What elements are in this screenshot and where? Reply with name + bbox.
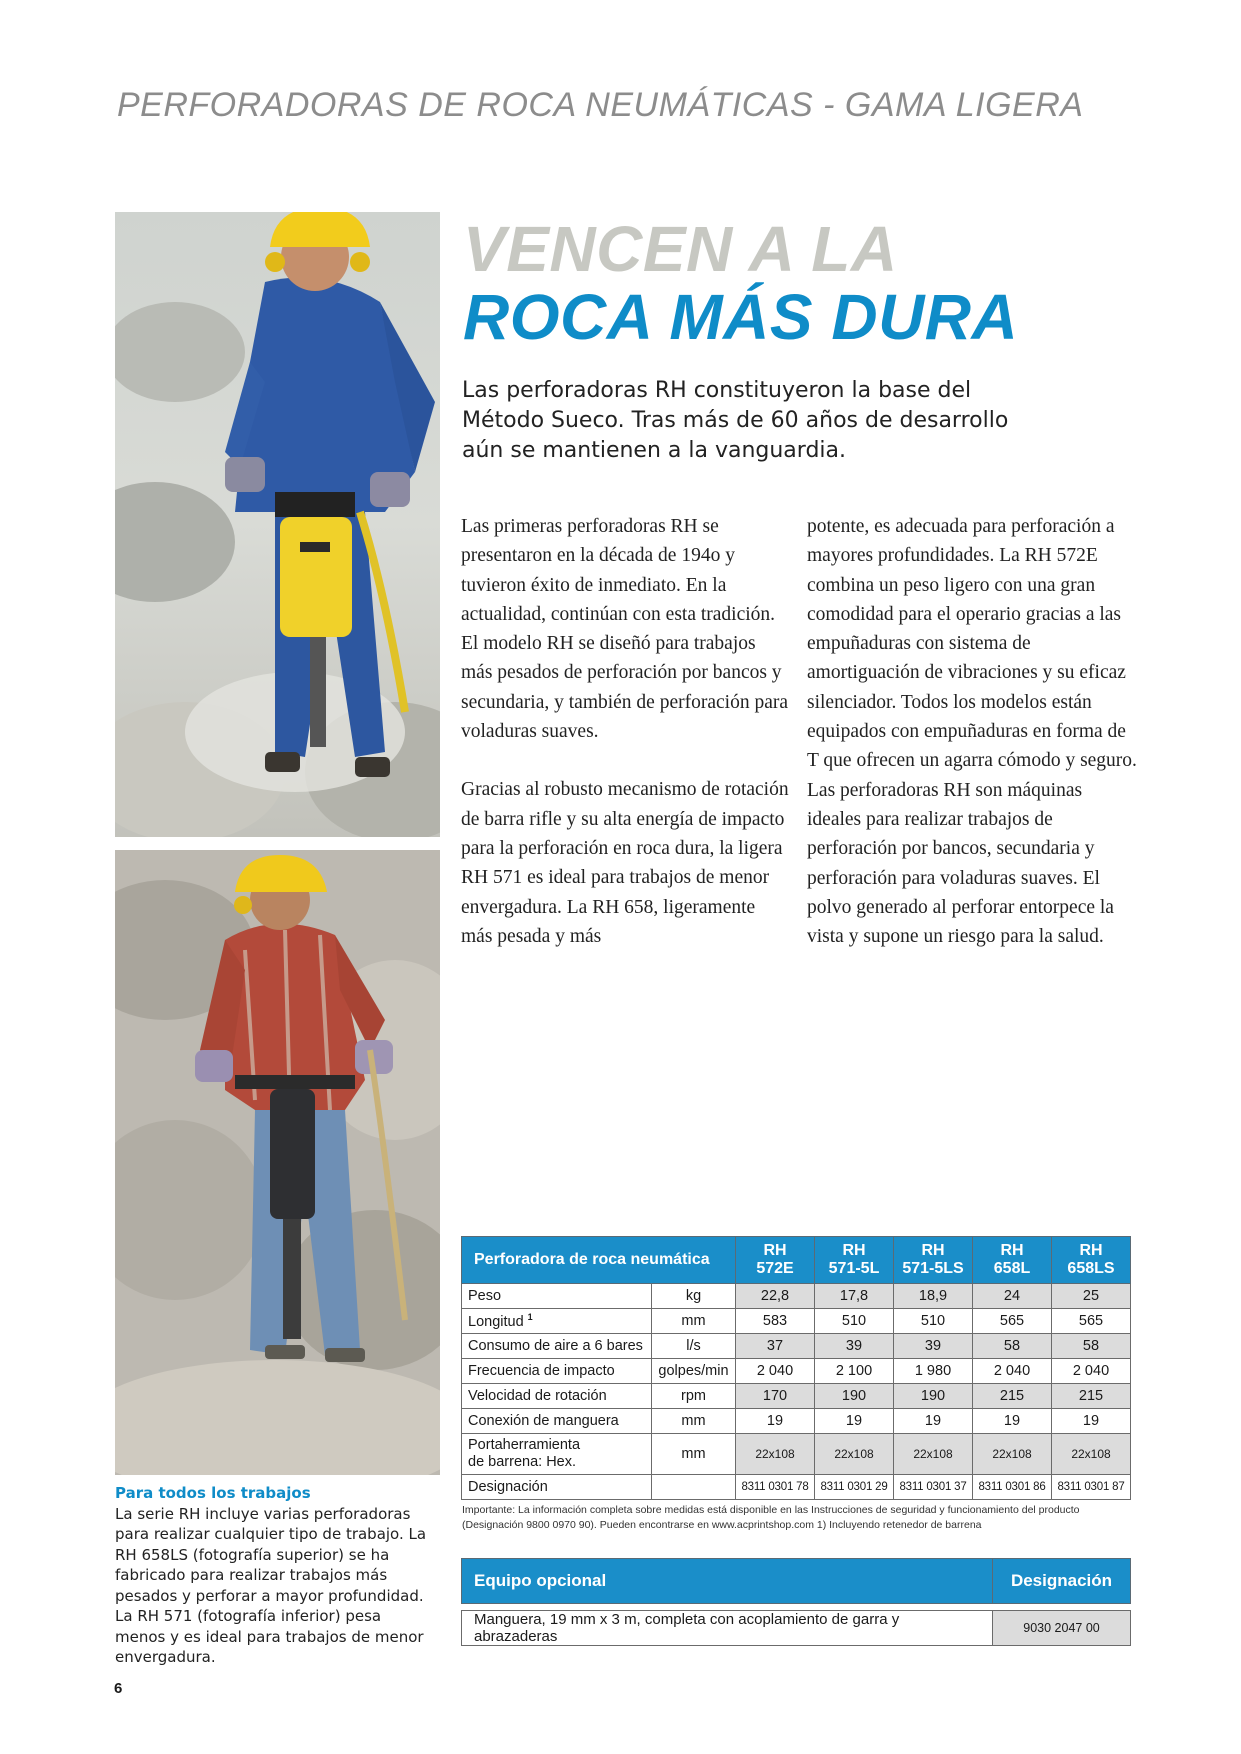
row-label: Designación (462, 1475, 652, 1500)
model-header: RH 571-5L (815, 1237, 894, 1284)
specs-header-row (462, 1237, 1131, 1284)
cell-value: 510 (894, 1309, 973, 1334)
cell-value: 8311 0301 29 (815, 1475, 894, 1500)
cell-value: 190 (894, 1384, 973, 1409)
cell-value: 565 (973, 1309, 1052, 1334)
table-row (462, 1284, 1131, 1309)
row-label: Frecuencia de impacto (462, 1359, 652, 1384)
lead-paragraph: Las perforadoras RH constituyeron la base del Método Sueco. Tras más de 60 años de desarrollo aún se mantienen a la vanguardia. (462, 378, 1009, 463)
cell-value: 190 (815, 1384, 894, 1409)
cell-value: 22x108 (973, 1434, 1052, 1475)
table-row (462, 1384, 1131, 1409)
body-column-1 (461, 512, 791, 980)
cell-value: 583 (736, 1309, 815, 1334)
cell-value: 170 (736, 1384, 815, 1409)
cell-value: 8311 0301 78 (736, 1475, 815, 1500)
worker-photo-bottom (115, 850, 440, 1475)
cell-value: 19 (1052, 1409, 1131, 1434)
cell-value: 58 (973, 1334, 1052, 1359)
body-paragraph: Las primeras perforadoras RH se presentaron en la década de 194o y tuvieron éxito de inmediato. En la actualidad, continúan con esta tradición. El modelo RH se diseñó para trabajos más pesados de perforación por bancos y secundaria, y también de perforación para voladuras suaves. (461, 516, 789, 743)
cell-value: 19 (894, 1409, 973, 1434)
cell-value: 58 (1052, 1334, 1131, 1359)
cell-value: 215 (1052, 1384, 1131, 1409)
cell-value: 18,9 (894, 1284, 973, 1309)
optional-header-row (462, 1559, 1131, 1604)
cell-value: 2 100 (815, 1359, 894, 1384)
cell-value: 565 (1052, 1309, 1131, 1334)
row-unit: rpm (651, 1384, 735, 1409)
model-header: RH 658L (973, 1237, 1052, 1284)
optional-code: 9030 2047 00 (993, 1611, 1131, 1646)
page-header: PERFORADORAS DE ROCA NEUMÁTICAS - GAMA LIGERA (117, 86, 1084, 124)
cell-value: 22,8 (736, 1284, 815, 1309)
headline-line-2: ROCA MÁS DURA (463, 281, 1019, 353)
table-footnote: Importante: La información completa sobre medidas está disponible en las Instrucciones de seguridad y funcionamiento del producto (Designación 9800 0970 90). Pueden encontrarse en www.acprintshop.com 1) Incluyendo retenedor de barrena (462, 1504, 1080, 1531)
row-unit: l/s (651, 1334, 735, 1359)
table-row (462, 1334, 1131, 1359)
row-unit: mm (651, 1434, 735, 1475)
cell-value: 2 040 (1052, 1359, 1131, 1384)
cell-value: 1 980 (894, 1359, 973, 1384)
cell-value: 22x108 (815, 1434, 894, 1475)
cell-value: 39 (815, 1334, 894, 1359)
optional-title: Equipo opcional (462, 1559, 993, 1604)
optional-equipment-table (461, 1558, 1131, 1646)
row-label: Consumo de aire a 6 bares (462, 1334, 652, 1359)
row-label: Velocidad de rotación (462, 1384, 652, 1409)
cell-value: 22x108 (1052, 1434, 1131, 1475)
cell-value: 2 040 (736, 1359, 815, 1384)
cell-value: 510 (815, 1309, 894, 1334)
cell-value: 37 (736, 1334, 815, 1359)
optional-item: Manguera, 19 mm x 3 m, completa con acoplamiento de garra y abrazaderas (462, 1611, 993, 1646)
cell-value: 19 (973, 1409, 1052, 1434)
table-row (462, 1611, 1131, 1646)
specs-table (461, 1236, 1131, 1500)
specs-title: Perforadora de roca neumática (462, 1237, 736, 1284)
cell-value: 39 (894, 1334, 973, 1359)
row-unit: mm (651, 1409, 735, 1434)
table-row (462, 1309, 1131, 1334)
cell-value: 2 040 (973, 1359, 1052, 1384)
cell-value: 215 (973, 1384, 1052, 1409)
spacer-row (462, 1604, 1131, 1611)
optional-code-header: Designación (993, 1559, 1131, 1604)
photo-caption (115, 1483, 435, 1668)
row-label: Longitud $^1$ (462, 1309, 652, 1334)
cell-value: 22x108 (736, 1434, 815, 1475)
table-row (462, 1409, 1131, 1434)
model-header: RH 571-5LS (894, 1237, 973, 1284)
table-row (462, 1359, 1131, 1384)
row-unit (651, 1475, 735, 1500)
row-label: Peso (462, 1284, 652, 1309)
worker-photo-top (115, 212, 440, 837)
model-header: RH 572E (736, 1237, 815, 1284)
cell-value: 8311 0301 86 (973, 1475, 1052, 1500)
row-label: Portaherramienta de barrena: Hex. (462, 1434, 652, 1475)
model-header: RH 658LS (1052, 1237, 1131, 1284)
row-unit: kg (651, 1284, 735, 1309)
caption-text: La serie RH incluye varias perforadoras para realizar cualquier tipo de trabajo. La RH 658LS (fotografía superior) se ha fabricado para realizar trabajos más pesados y perforar a mayor profundidad. La RH 571 (fotografía inferior) pesa menos y es ideal para trabajos de menor envergadura. (115, 1504, 427, 1666)
cell-value: 19 (736, 1409, 815, 1434)
table-row (462, 1434, 1131, 1475)
headline-line-1: VENCEN A LA (463, 213, 898, 285)
cell-value: 24 (973, 1284, 1052, 1309)
row-unit: mm (651, 1309, 735, 1334)
row-unit: golpes/min (651, 1359, 735, 1384)
cell-value: 19 (815, 1409, 894, 1434)
body-paragraph: Gracias al robusto mecanismo de rotación de barra rifle y su alta energía de impacto para la perforación en roca dura, la ligera RH 571 es ideal para trabajos de menor envergadura. La RH 658, ligeramente más pesada y más (461, 779, 789, 947)
cell-value: 8311 0301 87 (1052, 1475, 1131, 1500)
table-row (462, 1475, 1131, 1500)
page-number: 6 (114, 1680, 123, 1697)
body-column-2 (807, 512, 1137, 980)
body-paragraph: potente, es adecuada para perforación a mayores profundidades. La RH 572E combina un peso ligero con una gran comodidad para el operario gracias a las empuñaduras con sistema de amortiguación de vibraciones y su eficaz silenciador. Todos los modelos están equipados con empuñaduras en forma de T que ofrecen un agarra cómodo y seguro. Las perforadoras RH son máquinas ideales para realizar trabajos de perforación por bancos, secundaria y perforación para voladuras suaves. El polvo generado al perforar entorpece la vista y supone un riesgo para la salud. (807, 516, 1137, 948)
row-label: Conexión de manguera (462, 1409, 652, 1434)
caption-title: Para todos los trabajos (115, 1484, 311, 1502)
cell-value: 25 (1052, 1284, 1131, 1309)
cell-value: 17,8 (815, 1284, 894, 1309)
headline (463, 215, 1018, 351)
cell-value: 8311 0301 37 (894, 1475, 973, 1500)
cell-value: 22x108 (894, 1434, 973, 1475)
